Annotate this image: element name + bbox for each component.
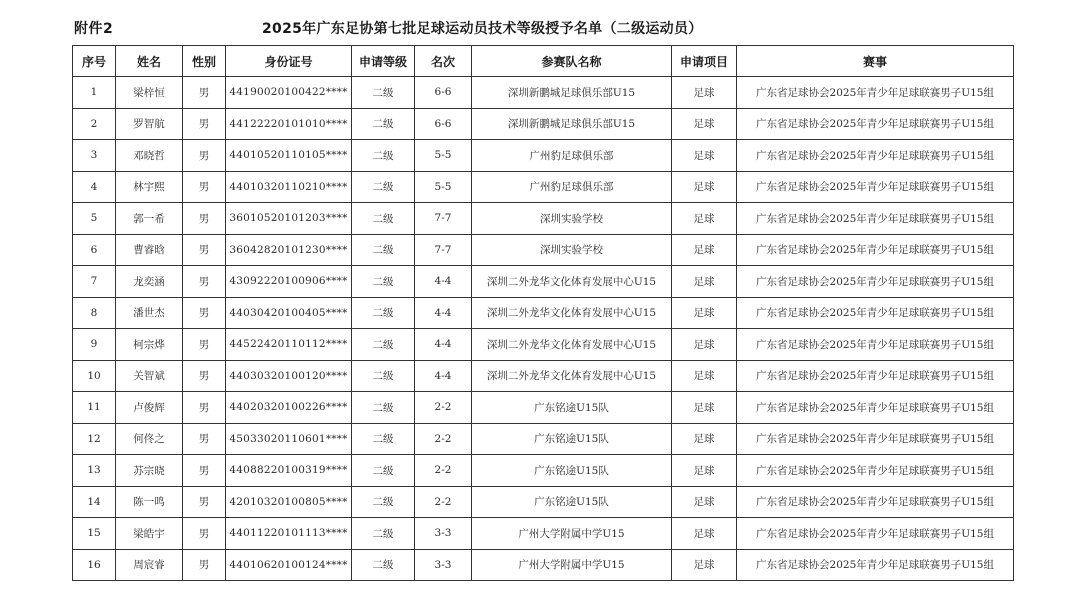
cell-id-number: 44088220100319**** [226, 455, 352, 487]
cell-name: 梁皓宇 [116, 518, 183, 550]
cell-gender: 男 [183, 423, 226, 455]
table-row [73, 171, 1014, 203]
cell-event: 广东省足球协会2025年青少年足球联赛男子U15组 [737, 423, 1014, 455]
cell-gender: 男 [183, 77, 226, 109]
cell-no: 3 [73, 140, 116, 172]
cell-item: 足球 [672, 234, 737, 266]
cell-team: 广东铭途U15队 [472, 486, 672, 518]
cell-gender: 男 [183, 266, 226, 298]
cell-no: 10 [73, 360, 116, 392]
table-row [73, 266, 1014, 298]
cell-level: 二级 [352, 423, 415, 455]
table-row [73, 360, 1014, 392]
cell-team: 广州大学附属中学U15 [472, 518, 672, 550]
cell-item: 足球 [672, 518, 737, 550]
cell-no: 4 [73, 171, 116, 203]
document-title: 2025年广东足协第七批足球运动员技术等级授予名单（二级运动员） [262, 21, 703, 37]
cell-gender: 男 [183, 234, 226, 266]
cell-id-number: 44122220101010**** [226, 108, 352, 140]
col-header-no: 序号 [73, 46, 116, 77]
cell-rank: 2-2 [415, 423, 472, 455]
cell-id-number: 44190020100422**** [226, 77, 352, 109]
cell-gender: 男 [183, 360, 226, 392]
table-row [73, 423, 1014, 455]
attachment-label: 附件2 [74, 21, 114, 37]
cell-gender: 男 [183, 329, 226, 361]
cell-item: 足球 [672, 203, 737, 235]
table-row [73, 297, 1014, 329]
cell-no: 14 [73, 486, 116, 518]
cell-rank: 2-2 [415, 455, 472, 487]
cell-level: 二级 [352, 486, 415, 518]
cell-rank: 4-4 [415, 329, 472, 361]
cell-level: 二级 [352, 392, 415, 424]
cell-event: 广东省足球协会2025年青少年足球联赛男子U15组 [737, 108, 1014, 140]
table-row [73, 140, 1014, 172]
cell-id-number: 42010320100805**** [226, 486, 352, 518]
cell-id-number: 44010620100124**** [226, 549, 352, 581]
cell-id-number: 44010520110105**** [226, 140, 352, 172]
col-header-id: 身份证号 [226, 46, 352, 77]
cell-team: 深圳二外龙华文化体育发展中心U15 [472, 266, 672, 298]
cell-item: 足球 [672, 140, 737, 172]
cell-item: 足球 [672, 392, 737, 424]
cell-level: 二级 [352, 203, 415, 235]
table-row [73, 486, 1014, 518]
cell-no: 15 [73, 518, 116, 550]
col-header-rank: 名次 [415, 46, 472, 77]
cell-level: 二级 [352, 360, 415, 392]
cell-name: 陈一鸣 [116, 486, 183, 518]
cell-event: 广东省足球协会2025年青少年足球联赛男子U15组 [737, 329, 1014, 361]
cell-event: 广东省足球协会2025年青少年足球联赛男子U15组 [737, 171, 1014, 203]
cell-item: 足球 [672, 108, 737, 140]
cell-event: 广东省足球协会2025年青少年足球联赛男子U15组 [737, 266, 1014, 298]
cell-item: 足球 [672, 266, 737, 298]
cell-rank: 3-3 [415, 549, 472, 581]
cell-id-number: 36042820101230**** [226, 234, 352, 266]
cell-id-number: 45033020110601**** [226, 423, 352, 455]
cell-item: 足球 [672, 455, 737, 487]
cell-team: 广州豹足球俱乐部 [472, 171, 672, 203]
cell-no: 9 [73, 329, 116, 361]
cell-name: 何佟之 [116, 423, 183, 455]
cell-item: 足球 [672, 549, 737, 581]
cell-team: 广州豹足球俱乐部 [472, 140, 672, 172]
cell-name: 邓晓哲 [116, 140, 183, 172]
cell-name: 曹睿晗 [116, 234, 183, 266]
cell-rank: 5-5 [415, 140, 472, 172]
cell-no: 13 [73, 455, 116, 487]
cell-id-number: 44522420110112**** [226, 329, 352, 361]
cell-gender: 男 [183, 108, 226, 140]
cell-level: 二级 [352, 518, 415, 550]
cell-team: 广州大学附属中学U15 [472, 549, 672, 581]
cell-level: 二级 [352, 77, 415, 109]
cell-team: 深圳二外龙华文化体育发展中心U15 [472, 360, 672, 392]
cell-event: 广东省足球协会2025年青少年足球联赛男子U15组 [737, 392, 1014, 424]
cell-team: 深圳二外龙华文化体育发展中心U15 [472, 297, 672, 329]
table-row [73, 392, 1014, 424]
cell-id-number: 44010320110210**** [226, 171, 352, 203]
cell-event: 广东省足球协会2025年青少年足球联赛男子U15组 [737, 140, 1014, 172]
cell-name: 郭一希 [116, 203, 183, 235]
cell-no: 2 [73, 108, 116, 140]
cell-item: 足球 [672, 486, 737, 518]
cell-item: 足球 [672, 297, 737, 329]
table-row [73, 549, 1014, 581]
cell-event: 广东省足球协会2025年青少年足球联赛男子U15组 [737, 455, 1014, 487]
table-header-row [73, 46, 1014, 77]
cell-no: 16 [73, 549, 116, 581]
col-header-level: 申请等级 [352, 46, 415, 77]
cell-event: 广东省足球协会2025年青少年足球联赛男子U15组 [737, 549, 1014, 581]
cell-gender: 男 [183, 549, 226, 581]
athlete-table [72, 45, 1014, 581]
cell-level: 二级 [352, 234, 415, 266]
cell-team: 深圳实验学校 [472, 203, 672, 235]
cell-level: 二级 [352, 171, 415, 203]
cell-level: 二级 [352, 140, 415, 172]
col-header-event: 赛事 [737, 46, 1014, 77]
cell-level: 二级 [352, 266, 415, 298]
cell-level: 二级 [352, 455, 415, 487]
cell-no: 5 [73, 203, 116, 235]
cell-item: 足球 [672, 360, 737, 392]
cell-gender: 男 [183, 455, 226, 487]
cell-name: 罗智航 [116, 108, 183, 140]
table-row [73, 108, 1014, 140]
cell-rank: 4-4 [415, 266, 472, 298]
cell-name: 卢俊辉 [116, 392, 183, 424]
cell-event: 广东省足球协会2025年青少年足球联赛男子U15组 [737, 360, 1014, 392]
cell-gender: 男 [183, 518, 226, 550]
cell-item: 足球 [672, 171, 737, 203]
cell-gender: 男 [183, 486, 226, 518]
cell-event: 广东省足球协会2025年青少年足球联赛男子U15组 [737, 518, 1014, 550]
cell-name: 梁梓恒 [116, 77, 183, 109]
cell-rank: 2-2 [415, 486, 472, 518]
cell-gender: 男 [183, 203, 226, 235]
table-row [73, 234, 1014, 266]
cell-gender: 男 [183, 297, 226, 329]
col-header-item: 申请项目 [672, 46, 737, 77]
cell-gender: 男 [183, 171, 226, 203]
cell-event: 广东省足球协会2025年青少年足球联赛男子U15组 [737, 486, 1014, 518]
cell-event: 广东省足球协会2025年青少年足球联赛男子U15组 [737, 234, 1014, 266]
cell-rank: 6-6 [415, 108, 472, 140]
cell-id-number: 44030320100120**** [226, 360, 352, 392]
cell-level: 二级 [352, 108, 415, 140]
cell-event: 广东省足球协会2025年青少年足球联赛男子U15组 [737, 77, 1014, 109]
table-row [73, 518, 1014, 550]
table-row [73, 329, 1014, 361]
cell-item: 足球 [672, 329, 737, 361]
cell-team: 广东铭途U15队 [472, 423, 672, 455]
cell-name: 潘世杰 [116, 297, 183, 329]
cell-team: 广东铭途U15队 [472, 392, 672, 424]
cell-gender: 男 [183, 140, 226, 172]
cell-event: 广东省足球协会2025年青少年足球联赛男子U15组 [737, 297, 1014, 329]
table-row [73, 203, 1014, 235]
table-row [73, 77, 1014, 109]
cell-gender: 男 [183, 392, 226, 424]
cell-item: 足球 [672, 77, 737, 109]
cell-rank: 4-4 [415, 360, 472, 392]
cell-team: 广东铭途U15队 [472, 455, 672, 487]
cell-name: 龙奕涵 [116, 266, 183, 298]
cell-no: 8 [73, 297, 116, 329]
col-header-team: 参赛队名称 [472, 46, 672, 77]
cell-level: 二级 [352, 297, 415, 329]
cell-name: 关智斌 [116, 360, 183, 392]
cell-team: 深圳新鹏城足球俱乐部U15 [472, 108, 672, 140]
cell-rank: 7-7 [415, 203, 472, 235]
cell-team: 深圳实验学校 [472, 234, 672, 266]
col-header-gender: 性别 [183, 46, 226, 77]
cell-item: 足球 [672, 423, 737, 455]
cell-id-number: 36010520101203**** [226, 203, 352, 235]
cell-no: 6 [73, 234, 116, 266]
cell-id-number: 44020320100226**** [226, 392, 352, 424]
cell-level: 二级 [352, 329, 415, 361]
cell-id-number: 44030420100405**** [226, 297, 352, 329]
cell-no: 11 [73, 392, 116, 424]
cell-level: 二级 [352, 549, 415, 581]
cell-name: 苏宗晓 [116, 455, 183, 487]
cell-rank: 2-2 [415, 392, 472, 424]
cell-team: 深圳新鹏城足球俱乐部U15 [472, 77, 672, 109]
cell-no: 7 [73, 266, 116, 298]
cell-rank: 7-7 [415, 234, 472, 266]
cell-name: 周宸睿 [116, 549, 183, 581]
cell-name: 柯宗烨 [116, 329, 183, 361]
cell-no: 1 [73, 77, 116, 109]
cell-rank: 6-6 [415, 77, 472, 109]
cell-rank: 3-3 [415, 518, 472, 550]
table-row [73, 455, 1014, 487]
table-body [73, 77, 1014, 581]
col-header-name: 姓名 [116, 46, 183, 77]
cell-event: 广东省足球协会2025年青少年足球联赛男子U15组 [737, 203, 1014, 235]
cell-rank: 5-5 [415, 171, 472, 203]
cell-no: 12 [73, 423, 116, 455]
cell-id-number: 44011220101113**** [226, 518, 352, 550]
cell-name: 林宇熙 [116, 171, 183, 203]
cell-id-number: 43092220100906**** [226, 266, 352, 298]
cell-team: 深圳二外龙华文化体育发展中心U15 [472, 329, 672, 361]
cell-rank: 4-4 [415, 297, 472, 329]
